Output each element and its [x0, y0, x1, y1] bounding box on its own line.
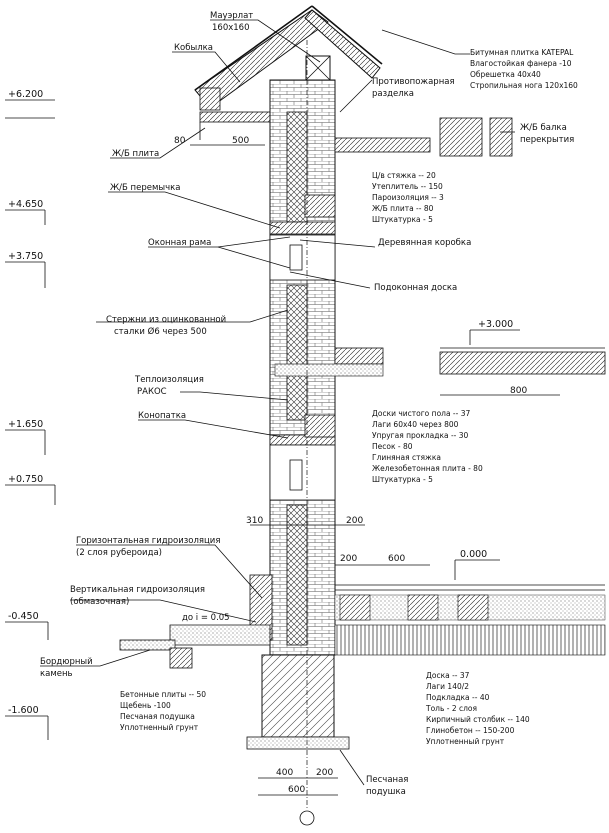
floor-layers-list [372, 409, 483, 484]
gor-gidro-line-1: Горизонтальная гидроизоляция [76, 536, 221, 546]
wall-layer: Ж/Б плита -- 80 [372, 204, 434, 213]
otmostka-layer: Песчаная подушка [120, 712, 195, 721]
wall-layer: Утеплитель -- 150 [372, 182, 443, 191]
level-mark: -1.600 [8, 705, 39, 716]
okonnaya-rama-label: Оконная рама [148, 238, 212, 248]
ground-floor-layer: Уплотненный грунт [426, 737, 505, 746]
teploizol-line-1: Теплоизоляция [135, 375, 204, 385]
ground-floor-layer: Подкладка -- 40 [426, 693, 490, 702]
bordur-label [40, 657, 93, 679]
ground-floor-layer: Глинобетон -- 150-200 [426, 726, 515, 735]
dimension-label: 600 [388, 554, 406, 564]
level-mark: +3.000 [478, 319, 514, 330]
level-mark: +3.750 [8, 251, 44, 262]
zb-balka-line-1: Ж/Б балка [520, 123, 567, 133]
pesch-podushka-label [366, 775, 408, 797]
dimension-label: 310 [246, 516, 264, 526]
ground-floor-layer: Толь - 2 слоя [426, 704, 478, 713]
ground-floor-layer: Доска -- 37 [426, 671, 470, 680]
ground-floor-layer: Лаги 140/2 [426, 682, 470, 691]
kobylka-label: Кобылка [174, 43, 213, 53]
teploizol-label [134, 375, 204, 397]
konopatka-label: Конопатка [138, 411, 187, 421]
mauerlat-line-2: 160х160 [212, 23, 250, 33]
zb-plita-label: Ж/Б плита [112, 149, 160, 159]
zb-balka-line-2: перекрытия [520, 135, 575, 145]
vert-gidro-label [70, 585, 205, 607]
otmostka-layers-list [120, 690, 206, 732]
bordur-line-2: камень [40, 669, 73, 679]
gor-gidro-line-2: (2 слоя рубероида) [76, 548, 162, 558]
floor-layer: Лаги 60х40 через 800 [372, 420, 459, 429]
wall-layer: Штукатурка - 5 [372, 215, 433, 224]
dimension-label: 200 [340, 554, 358, 564]
derev-korobka-label: Деревянная коробка [378, 238, 472, 248]
vert-gidro-line-1: Вертикальная гидроизоляция [70, 585, 205, 595]
ground-floor-layers-list [425, 671, 530, 746]
mauerlat-label [210, 11, 253, 33]
zb-peremychka-label: Ж/Б перемычка [110, 183, 181, 193]
gor-gidro-label [76, 536, 220, 558]
level-mark: 0.000 [460, 549, 488, 560]
level-mark: +4.650 [8, 199, 44, 210]
dimension-lines [174, 136, 560, 795]
floor-layer: Глиняная стяжка [372, 453, 441, 462]
dimension-label: 200 [316, 768, 334, 778]
roof-layer: Битумная плитка KATEPAL [470, 48, 574, 57]
sterzhni-line-1: Стержни из оцинкованной [106, 315, 227, 325]
pesch-podushka-line-1: Песчаная [366, 775, 409, 785]
dimension-label: 500 [232, 136, 250, 146]
floor-layer: Железобетонная плита - 80 [372, 464, 483, 473]
otmostka-layer: Щебень -100 [120, 701, 171, 710]
dimension-label: 600 [288, 785, 306, 795]
protivopozh-line-1: Противопожарная [372, 77, 455, 87]
protivopozh-label [372, 77, 455, 99]
ground-floor-layer: Кирпичный столбик -- 140 [426, 715, 530, 724]
otmostka-layer: Уплотненный грунт [120, 723, 199, 732]
slope-label: до i = 0.05 [182, 613, 230, 623]
floor-layer: Песок - 80 [372, 442, 413, 451]
wall-layer: Ц/в стяжка -- 20 [372, 171, 436, 180]
otmostka-layer: Бетонные плиты -- 50 [120, 690, 207, 699]
vert-gidro-line-2: (обмазочная) [70, 597, 130, 607]
pesch-podushka-line-2: подушка [366, 787, 406, 797]
sterzhni-line-2: сталки Ø6 через 500 [114, 327, 207, 337]
floor-layer: Упругая прокладка -- 30 [372, 431, 469, 440]
protivopozh-line-2: разделка [372, 89, 415, 99]
level-mark: +0.750 [8, 474, 44, 485]
roof-layers-list [470, 48, 578, 90]
roof-layer: Стропильная нога 120х160 [470, 81, 578, 90]
podokon-doska-label: Подоконная доска [374, 283, 458, 293]
roof-layer: Влагостойкая фанера -10 [470, 59, 572, 68]
wall-layer: Пароизоляция -- 3 [372, 193, 444, 202]
floor-layer: Штукатурка - 5 [372, 475, 433, 484]
sterzhni-label [106, 315, 226, 337]
teploizol-line-2: РАКОС [137, 387, 167, 397]
wall-layers-list [372, 171, 444, 224]
mauerlat-line-1: Мауэрлат [210, 11, 254, 21]
bordur-line-1: Бордюрный [40, 657, 93, 667]
dimension-label: 80 [174, 136, 186, 146]
roof-layer: Обрешетка 40х40 [470, 70, 541, 79]
dimension-label: 400 [276, 768, 294, 778]
level-mark: -0.450 [8, 611, 39, 622]
floor-layer: Доски чистого пола -- 37 [372, 409, 471, 418]
zb-balka-label [520, 123, 574, 145]
level-mark: +6.200 [8, 89, 44, 100]
axis-marker [300, 811, 314, 825]
dimension-label: 200 [346, 516, 364, 526]
dimension-label: 800 [510, 386, 528, 396]
level-mark: +1.650 [8, 419, 44, 430]
